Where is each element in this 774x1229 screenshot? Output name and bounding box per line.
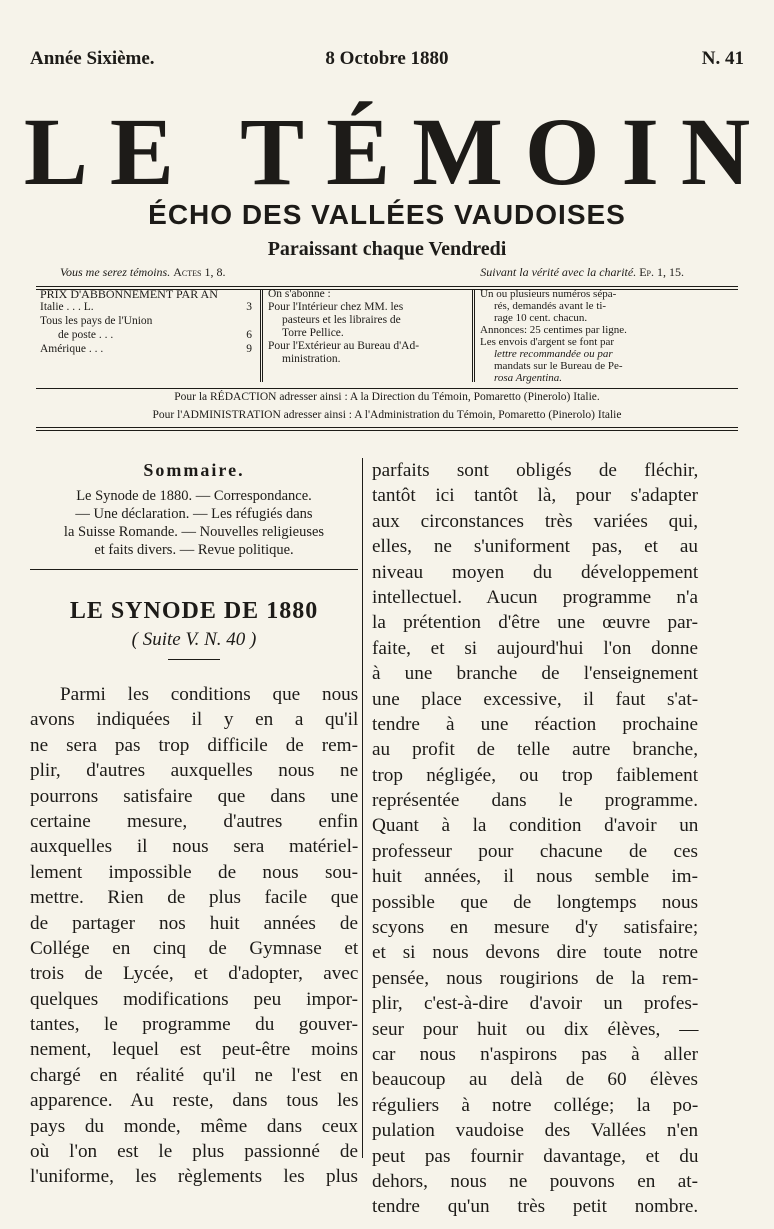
text-line: tendre qu'un très petit nombre. xyxy=(372,1196,699,1218)
text-line: seur pour huit ou dix élèves, — xyxy=(372,1018,699,1040)
text-line: dehors, nous ne pouvons en at- xyxy=(372,1170,698,1192)
text-line: trop négligée, ou trop faiblement xyxy=(372,764,699,786)
article-body-left xyxy=(30,682,358,1190)
box-bottom-rule xyxy=(36,427,738,428)
box-bottom-rule-2 xyxy=(36,430,738,431)
text-line: Collége en cinq de Gymnase et xyxy=(30,937,359,959)
price-row: Tous les pays de l'Union xyxy=(40,315,153,327)
issue-number: N. 41 xyxy=(701,48,744,69)
subscription-box xyxy=(36,288,738,388)
text-line: certaine mesure, d'autres enfin xyxy=(30,810,358,832)
text-line: une place excessive, il faut s'at- xyxy=(372,688,699,710)
text-line: à une branche de l'enseignement xyxy=(372,663,698,685)
article-continuation: ( Suite V. N. 40 ) xyxy=(131,629,257,650)
text-line: quelques modifications peu impor- xyxy=(30,988,358,1010)
text-line: apparence. Au reste, dans tous les xyxy=(30,1090,359,1112)
text-line: beaucoup au delà de 60 élèves xyxy=(372,1069,698,1091)
text-line: Quant à la condition d'avoir un xyxy=(372,815,699,837)
text-line: réguliers à notre collége; la po- xyxy=(372,1094,699,1116)
text-line: au profit de telle autre branche, xyxy=(372,739,698,761)
text-line: tantes, le programme du gouver- xyxy=(30,1014,358,1036)
box-mid-rule xyxy=(36,388,738,389)
text-line: elles, ne s'uniforment pas, et au xyxy=(372,536,698,558)
price-heading: PRIX D'ABBONNEMENT PAR AN xyxy=(40,287,218,301)
text-line: pensée, nous rougirions de la rem- xyxy=(372,967,699,989)
article-body-right xyxy=(372,458,698,1220)
article-heading: LE SYNODE DE 1880 xyxy=(69,598,319,624)
epigraph-right: Suivant la vérité avec la charité. Ep. 1, 15. xyxy=(480,265,684,279)
right-column xyxy=(372,458,698,1220)
text-line: aux circonstances très variées qui, xyxy=(372,510,698,532)
text-line: où l'on est le plus passionné de xyxy=(30,1141,358,1163)
text-line: nement, lequel est peut-être moins xyxy=(30,1039,358,1061)
left-column xyxy=(30,458,358,1190)
box-divider xyxy=(260,290,263,382)
newspaper-title: LE TÉMOIN xyxy=(23,98,773,205)
text-line: pourrons satisfaire que dans une xyxy=(30,785,359,807)
text-line: trois de Lycée, et d'adopter, avec xyxy=(30,963,359,985)
text-line: plir, c'est-à-dire d'avoir un profes- xyxy=(372,993,699,1015)
text-line: avons indiquées il y en a qu'il xyxy=(30,709,359,731)
price-row: Italie . . . L. 3 xyxy=(40,301,252,313)
epigraph-left: Vous me serez témoins. Actes 1, 8. xyxy=(60,265,226,279)
redaction-address: Pour la RÉDACTION adresser ainsi : A la Direction du Témoin, Pomaretto (Pinerolo) Italie. xyxy=(174,391,600,403)
text-line: scyons en mesure d'y satisfaire; xyxy=(372,917,699,939)
numeros-column: Un ou plusieurs numéros sépa- rés, demandés avant le ti- rage 10 cent. chacun. Annonces: 25 centimes par ligne. Les envois d'argent se font par lettre recommandée ou par mandats sur le Bureau de Pe- rosa Argentina. xyxy=(480,288,627,384)
year-label: Année Sixième. xyxy=(30,48,155,69)
text-line: tendre à une réaction prochaine xyxy=(372,713,698,735)
box-divider xyxy=(472,290,475,382)
issue-info-line xyxy=(30,48,744,74)
text-line: tantôt ici tantôt là, pour s'adapter xyxy=(372,485,698,507)
text-line: huit années, il nous semble im- xyxy=(372,866,698,888)
text-line: peut pas fournir davantage, et du xyxy=(372,1145,699,1167)
publication-frequency: Paraissant chaque Vendredi xyxy=(267,238,507,260)
text-line: Parmi les conditions que nous xyxy=(60,684,359,705)
price-column xyxy=(40,288,258,384)
text-line: possible que de longtemps nous xyxy=(372,891,699,913)
text-line: la prétention d'être une œuvre par- xyxy=(372,612,698,634)
text-line: faite, et si aujourd'hui l'on donne xyxy=(372,637,698,659)
price-row: Amérique . . . 9 xyxy=(40,343,252,355)
text-line: lement impossible de nous sou- xyxy=(30,861,358,883)
newspaper-subtitle: ÉCHO DES VALLÉES VAUDOISES xyxy=(148,199,626,230)
text-line: et si nous devons dire toute notre xyxy=(372,942,698,964)
text-line: l'uniforme, les règlements les plus xyxy=(30,1166,358,1188)
administration-address: Pour l'ADMINISTRATION adresser ainsi : A l'Administration du Témoin, Pomaretto (Pinerolo) Italie xyxy=(152,409,622,421)
text-line: professeur pour chacune de ces xyxy=(372,840,698,862)
text-line: mettre. Rien de plus facile que xyxy=(30,887,359,909)
epigraph-line xyxy=(60,265,684,285)
text-line: représentée dans le programme. xyxy=(372,790,698,812)
text-line: de partager nos huit années de xyxy=(30,912,358,934)
text-line: niveau moyen du développement xyxy=(372,561,699,583)
heading-rule xyxy=(168,659,220,660)
text-line: ne sera pas trop difficile de rem- xyxy=(30,734,358,756)
price-row: de poste . . . 6 xyxy=(58,329,252,341)
text-line: parfaits sont obligés de fléchir, xyxy=(372,460,699,481)
text-line: plir, d'autres auxquelles nous ne xyxy=(30,760,359,782)
abonne-column: On s'abonne : Pour l'Intérieur chez MM. les pasteurs et les libraires de Torre Pellice. Pour l'Extérieur au Bureau d'Ad- ministration. xyxy=(268,288,420,365)
text-line: pays du monde, même dans ceux xyxy=(30,1115,358,1137)
column-divider xyxy=(362,458,363,1158)
text-line: auxquelles il nous sera matériel- xyxy=(30,836,359,858)
section-rule xyxy=(30,569,358,570)
text-line: intellectuel. Aucun programme n'a xyxy=(372,586,698,608)
text-line: chargé en réalité qu'il ne l'est en xyxy=(30,1064,359,1086)
text-line: car nous n'aspirons pas à aller xyxy=(372,1043,698,1065)
issue-date: 8 Octobre 1880 xyxy=(325,48,449,69)
text-line: pulation vaudoise des Vallées n'en xyxy=(372,1120,699,1142)
sommaire-text: Le Synode de 1880. — Correspondance. — Une déclaration. — Les réfugiés dans la Suisse Romande. — Nouvelles religieuses et faits divers. — Revue politique. xyxy=(63,488,325,558)
sommaire-heading: Sommaire. xyxy=(143,460,245,480)
